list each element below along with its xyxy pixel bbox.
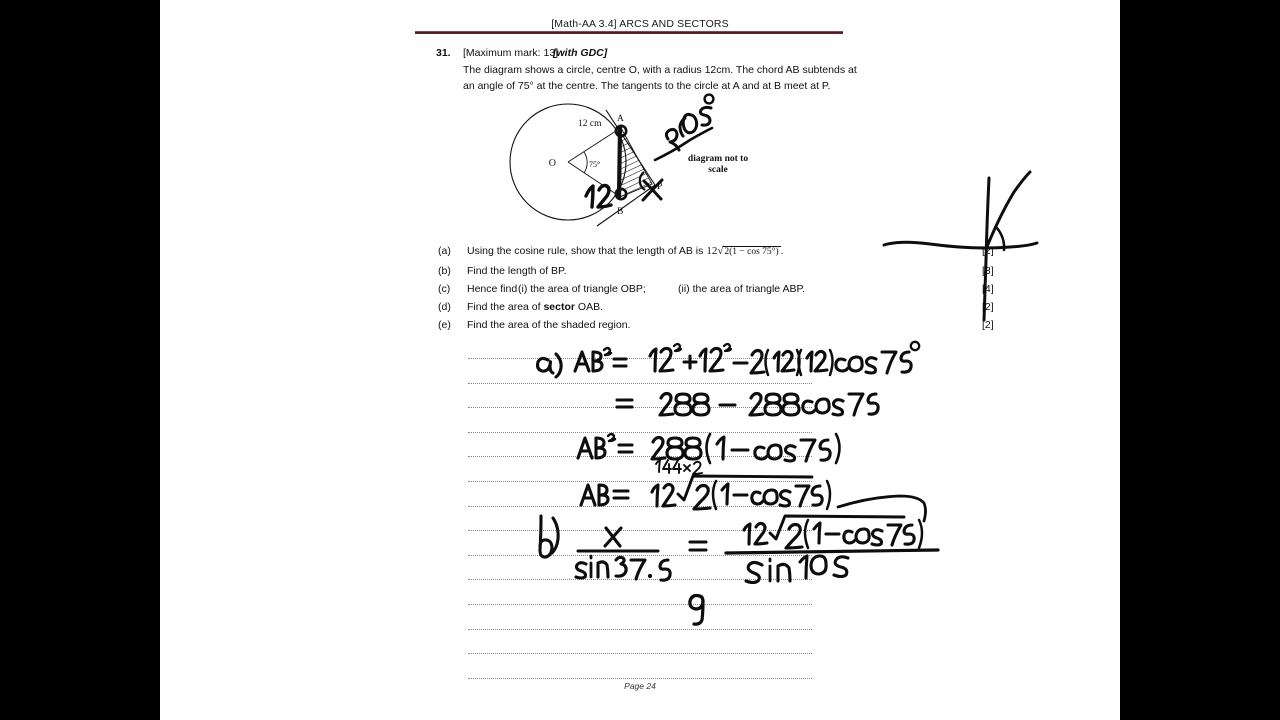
- part-d-marks: [2]: [982, 301, 994, 313]
- calculator-tag: [with GDC]: [553, 47, 608, 59]
- part-d-label: (d): [438, 301, 451, 313]
- answer-rule-line: [468, 407, 812, 408]
- angle-arc-at-o: [584, 152, 587, 173]
- point-b-label: B: [617, 207, 624, 217]
- part-c-marks: [4]: [982, 283, 994, 295]
- part-e-text: Find the area of the shaded region.: [467, 319, 631, 331]
- document-page: [160, 0, 1120, 720]
- part-a-coefficient: 12: [706, 245, 718, 257]
- part-c-label: (c): [438, 283, 451, 295]
- part-a-formula: 12√2(1 − cos 75°): [706, 245, 779, 257]
- chord-ab: [619, 128, 620, 197]
- not-to-scale-line-2: scale: [708, 165, 728, 175]
- part-d-text-after: OAB.: [574, 301, 603, 313]
- answer-rule-line: [468, 678, 812, 679]
- answer-rule-line: [468, 530, 812, 531]
- not-to-scale-line-1: diagram not to: [687, 154, 749, 164]
- part-c-sub-i: (i) the area of triangle OBP;: [518, 283, 646, 295]
- question-number: 31.: [436, 47, 451, 59]
- part-b-marks: [3]: [982, 265, 994, 277]
- answer-rule-line: [468, 456, 812, 457]
- part-d-text: [467, 301, 603, 313]
- answer-rule-line: [468, 481, 812, 482]
- answer-rule-line: [468, 629, 812, 630]
- angle-label: 75°: [589, 160, 601, 169]
- part-e-marks: [2]: [982, 319, 994, 331]
- question-stem-line-1: The diagram shows a circle, centre O, with a radius 12cm. The chord AB subtends at: [463, 64, 857, 76]
- part-b-text: Find the length of BP.: [467, 265, 567, 277]
- part-a-text-after: .: [780, 245, 784, 257]
- answer-rule-line: [468, 432, 812, 433]
- maximum-mark-label: [Maximum mark: 13]: [463, 47, 559, 59]
- part-c-text: Hence find: [467, 283, 518, 295]
- part-c-sub-ii: (ii) the area of triangle ABP.: [678, 283, 806, 295]
- answer-rule-line: [468, 579, 812, 580]
- shaded-region: [620, 128, 652, 197]
- answer-rule-line: [468, 383, 812, 384]
- circle-diagram: [500, 98, 820, 228]
- answer-rule-line: [468, 555, 812, 556]
- answer-rule-line: [468, 358, 812, 359]
- diagram-not-to-scale-note: [668, 154, 768, 176]
- point-a-label: A: [617, 114, 624, 124]
- part-a-statement: Using the cosine rule, show that the length of AB is: [467, 245, 704, 257]
- radius-oa: [568, 129, 619, 162]
- centre-label: O: [548, 158, 556, 169]
- page-footer: Page 24: [624, 681, 656, 691]
- answer-rule-line: [468, 506, 812, 507]
- part-d-bold-word: sector: [543, 301, 575, 313]
- part-d-text-before: Find the area of: [467, 301, 544, 313]
- part-e-label: (e): [438, 319, 451, 331]
- answer-rule-line: [468, 653, 812, 654]
- question-stem-line-2: an angle of 75° at the centre. The tangents to the circle at A and at B meet at P.: [463, 80, 831, 92]
- radius-label: 12 cm: [578, 119, 602, 129]
- part-a-text: [467, 245, 784, 257]
- part-a-label: (a): [438, 245, 451, 257]
- part-a-marks: [2]: [982, 245, 994, 257]
- part-a-radicand: 2(1 − cos 75°): [724, 247, 779, 257]
- header-rule: [415, 31, 843, 34]
- page-header-title: [Math-AA 3.4] ARCS AND SECTORS: [551, 18, 729, 30]
- point-p-label: P: [657, 182, 663, 192]
- answer-rule-line: [468, 604, 812, 605]
- part-b-label: (b): [438, 265, 451, 277]
